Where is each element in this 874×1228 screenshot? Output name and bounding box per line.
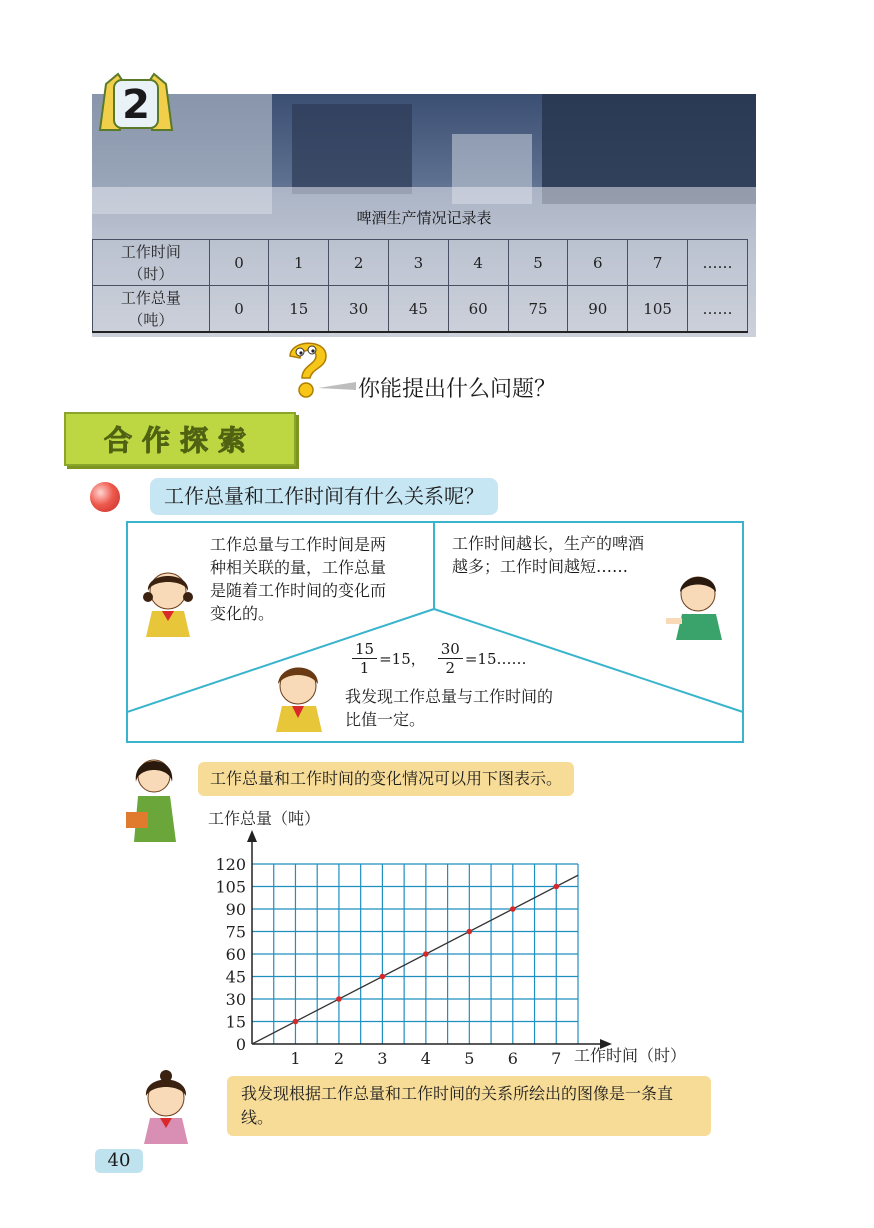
y-tick-label: 120 [215,855,246,874]
table-cell: 5 [508,240,568,286]
table-cell: 4 [448,240,508,286]
example-number: 2 [122,82,150,128]
x-tick-label: 5 [464,1049,475,1068]
work-line-chart [196,806,736,1076]
table-cell: …… [688,240,748,286]
table-cell: 45 [389,286,449,333]
table-cell: 2 [329,240,389,286]
x-tick-label: 1 [290,1049,301,1068]
discussion-left-text: 工作总量与工作时间是两种相关联的量，工作总量是随着工作时间的变化而变化的。 [210,535,387,623]
x-tick-label: 3 [377,1049,388,1068]
page-number: 40 [95,1149,143,1173]
data-point [423,951,429,957]
y-tick-label: 45 [225,967,246,987]
y-axis-arrow-icon [247,830,257,842]
section-title: 合作探索 [103,424,256,457]
table-cell: 105 [628,286,688,333]
y-tick-label: 60 [225,945,246,964]
discussion-question: 工作总量和工作时间有什么关系呢？ [150,478,498,515]
row-header: 工作总量 （吨） [93,286,210,333]
girl-character-icon [132,1070,202,1144]
red-ball-icon [90,482,120,512]
data-point [467,929,473,935]
y-tick-label: 30 [225,990,246,1009]
table-cell: 6 [568,240,628,286]
teacher-character-icon [124,752,190,842]
row-header: 工作时间 （时） [93,240,210,286]
x-tick-label: 2 [333,1049,345,1068]
table-cell: 1 [269,240,329,286]
y-tick-label: 75 [225,922,246,942]
table-cell: 60 [448,286,508,333]
example-number-badge [96,72,176,132]
table-cell: …… [688,286,748,333]
table-cell: 75 [508,286,568,333]
table-cell: 0 [209,240,269,286]
conclusion-remark: 我发现根据工作总量和工作时间的关系所绘出的图像是一条直线。 [227,1076,711,1136]
data-point [336,996,342,1002]
table-cell: 30 [329,286,389,333]
fraction: $\frac{30}{2}$ [438,640,463,677]
table-cell: 0 [209,286,269,333]
discussion-bottom-text: 我发现工作总量与工作时间的比值一定。 [345,687,554,729]
table-cell: 7 [628,240,688,286]
x-axis-label: 工作时间（时） [574,1046,687,1065]
x-tick-label: 4 [420,1049,431,1068]
table-row [93,286,748,333]
question-mark-icon [282,338,357,404]
ratio-calculation: $\frac{15}{1}$ =15， $\frac{30}{2}$ =15…… [352,640,527,677]
x-tick-label: 7 [551,1049,562,1068]
table-cell: 3 [389,240,449,286]
table-row [93,240,748,286]
y-tick-label: 105 [215,877,246,897]
table-title: 啤酒生产情况记录表 [356,209,492,227]
data-point [510,906,516,912]
teacher-remark: 工作总量和工作时间的变化情况可以用下图表示。 [198,762,574,796]
section-header [64,412,296,466]
girl-character-icon [136,565,200,637]
production-record-table [92,239,748,333]
y-tick-label: 15 [225,1012,246,1032]
y-tick-label: 90 [225,900,246,919]
data-point [380,974,386,980]
data-point [553,884,559,890]
series-line [252,875,578,1044]
table-cell: 15 [269,286,329,333]
boy-character-icon [264,660,330,732]
x-tick-label: 6 [507,1049,518,1068]
y-tick-label: 0 [235,1035,246,1054]
y-axis-label: 工作总量（吨） [208,809,321,828]
question-text: 你能提出什么问题？ [358,377,557,402]
boy-character-icon [664,570,728,640]
data-point [293,1019,299,1025]
table-cell: 90 [568,286,628,333]
discussion-right-text: 工作时间越长，生产的啤酒越多；工作时间越短…… [452,534,645,576]
fraction: $\frac{15}{1}$ [352,640,377,677]
